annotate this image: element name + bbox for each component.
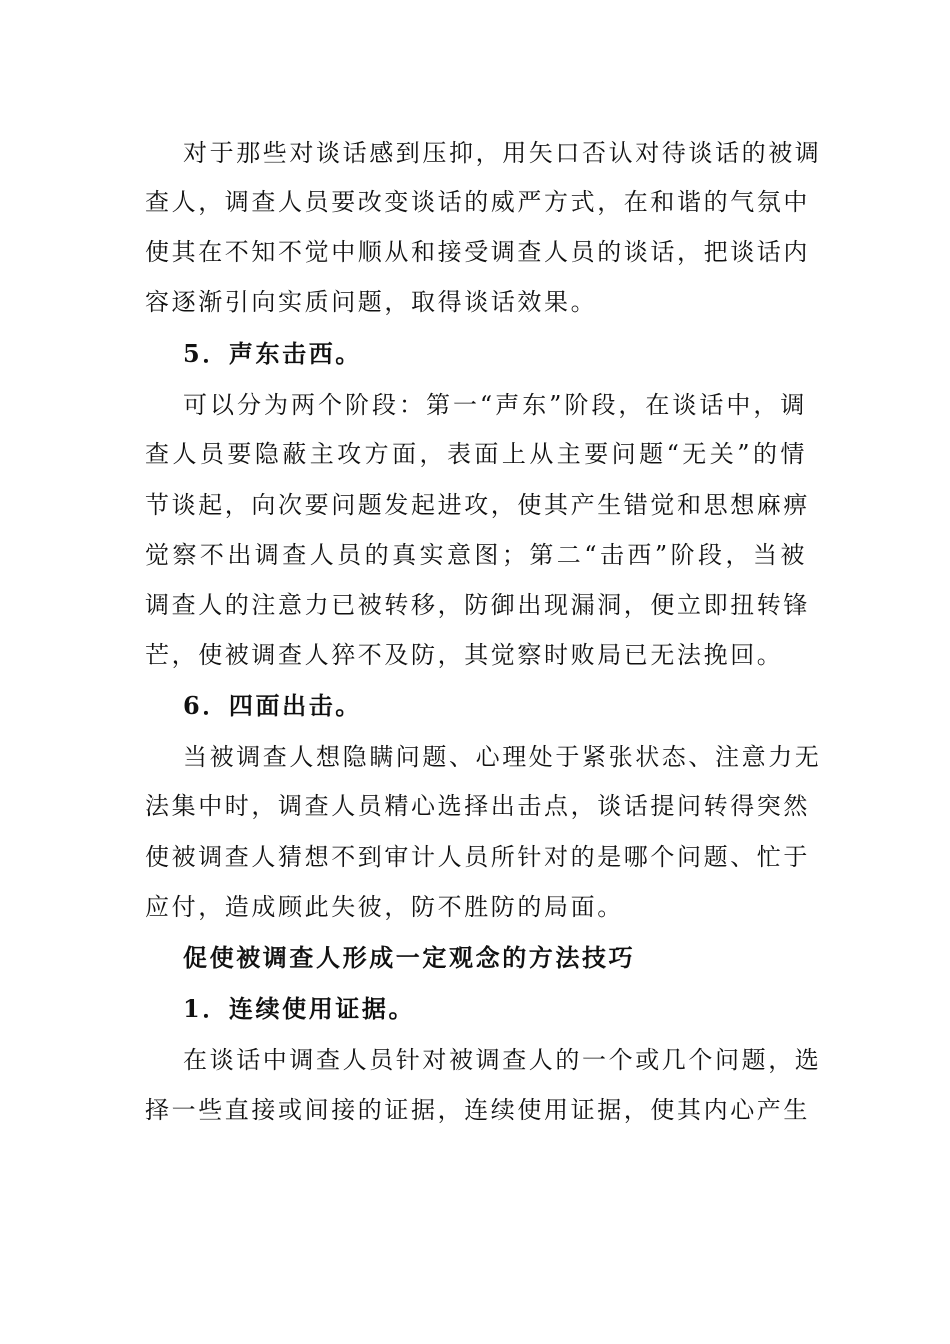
paragraph-line: 可以分为两个阶段：第一“声东”阶段，在谈话中，调 [183,391,807,419]
paragraph-line: 觉察不出调查人员的真实意图；第二“击西”阶段，当被 [145,541,807,569]
paragraph-line: 使其在不知不觉中顺从和接受调查人员的谈话，把谈话内 [145,238,810,266]
paragraph-line: 对于那些对谈话感到压抑，用矢口否认对待谈话的被调 [183,139,822,167]
paragraph-line: 择一些直接或间接的证据，连续使用证据，使其内心产生 [145,1096,810,1124]
section-heading: 5．声东击西。 [183,339,362,368]
paragraph-line: 容逐渐引向实质问题，取得谈话效果。 [145,288,598,316]
paragraph-line: 使被调查人猜想不到审计人员所针对的是哪个问题、忙于 [145,843,810,871]
paragraph-line: 当被调查人想隐瞒问题、心理处于紧张状态、注意力无 [183,743,822,771]
section-heading: 促使被调查人形成一定观念的方法技巧 [183,943,636,972]
paragraph-line: 查人，调查人员要改变谈话的威严方式，在和谐的气氛中 [145,188,810,216]
paragraph-line: 法集中时，调查人员精心选择出击点，谈话提问转得突然 [145,792,810,820]
paragraph-line: 调查人的注意力已被转移，防御出现漏洞，便立即扭转锋 [145,591,810,619]
paragraph-line: 查人员要隐蔽主攻方面，表面上从主要问题“无关”的情 [145,440,807,468]
paragraph-line: 在谈话中调查人员针对被调查人的一个或几个问题，选 [183,1046,822,1074]
paragraph-line: 应付，造成顾此失彼，防不胜防的局面。 [145,893,624,921]
section-heading: 6．四面出击。 [183,691,362,720]
paragraph-line: 芒，使被调查人猝不及防，其觉察时败局已无法挽回。 [145,641,784,669]
section-heading: 1．连续使用证据。 [183,994,416,1023]
paragraph-line: 节谈起，向次要问题发起进攻，使其产生错觉和思想麻痹 [145,491,810,519]
